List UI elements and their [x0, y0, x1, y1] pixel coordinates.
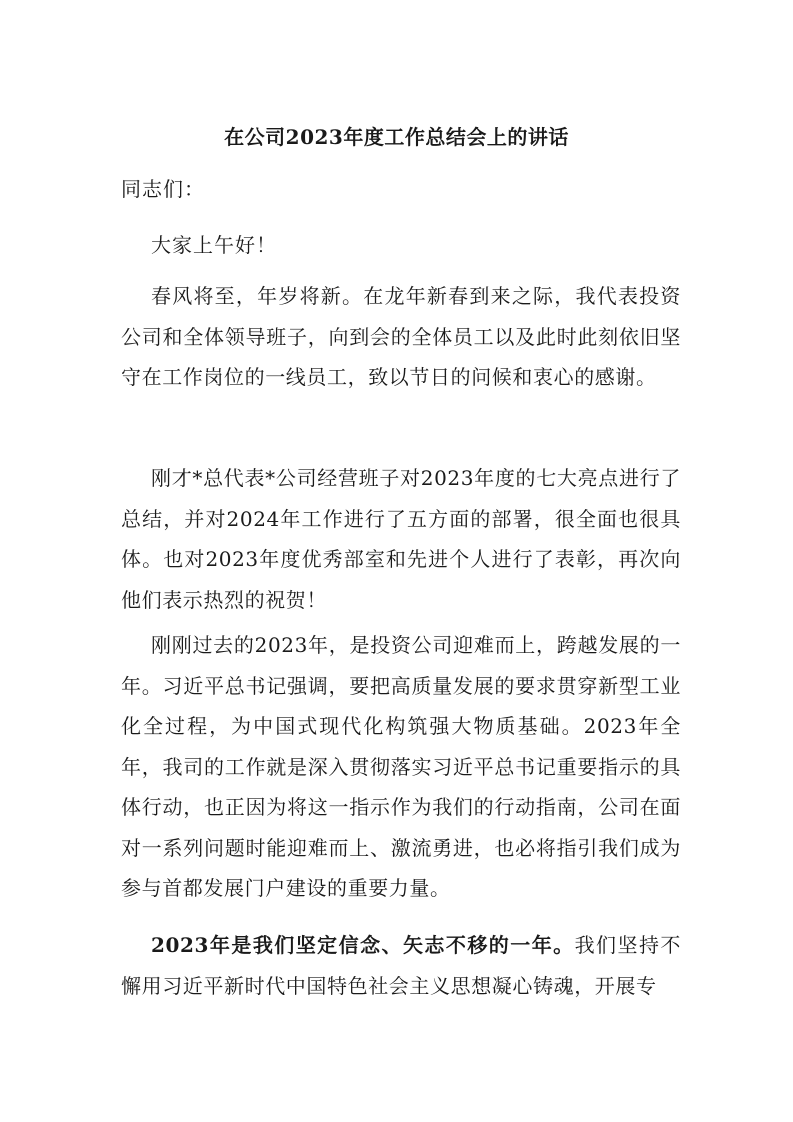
paragraph-firm-belief	[121, 925, 681, 1006]
greeting: 大家上午好！	[151, 233, 277, 257]
salutation: 同志们：	[121, 177, 205, 201]
paragraph-summary-review: 刚才*总代表*公司经营班子对2023年度的七大亮点进行了总结，并对2024年工作进行了五方面的部署，很全面也很具体。也对2023年度优秀部室和先进个人进行了表彰，再次向他们表示热烈的祝贺！	[121, 466, 681, 612]
document-title: 在公司2023年度工作总结会上的讲话	[224, 125, 569, 149]
paragraph-body-text: 我们坚持不懈用习近平新时代中国特色社会主义思想凝心铸魂，开展专	[121, 933, 681, 998]
paragraph-new-year-greetings: 春风将至，年岁将新。在龙年新春到来之际，我代表投资公司和全体领导班子，向到会的全体员工以及此时此刻依旧坚守在工作岗位的一线员工，致以节日的问候和衷心的感谢。	[121, 284, 681, 389]
paragraph-year-in-review: 刚刚过去的2023年，是投资公司迎难而上，跨越发展的一年。习近平总书记强调，要把高质量发展的要求贯穿新型工业化全过程，为中国式现代化构筑强大物质基础。2023年全年，我司的工作就是深入贯彻落实习近平总书记重要指示的具体行动，也正因为将这一指示作为我们的行动指南，公司在面对一系列问题时能迎难而上、激流勇进，也必将指引我们成为参与首都发展门户建设的重要力量。	[121, 633, 681, 900]
paragraph-lead-sentence: 2023年是我们坚定信念、矢志不移的一年。	[151, 933, 575, 957]
